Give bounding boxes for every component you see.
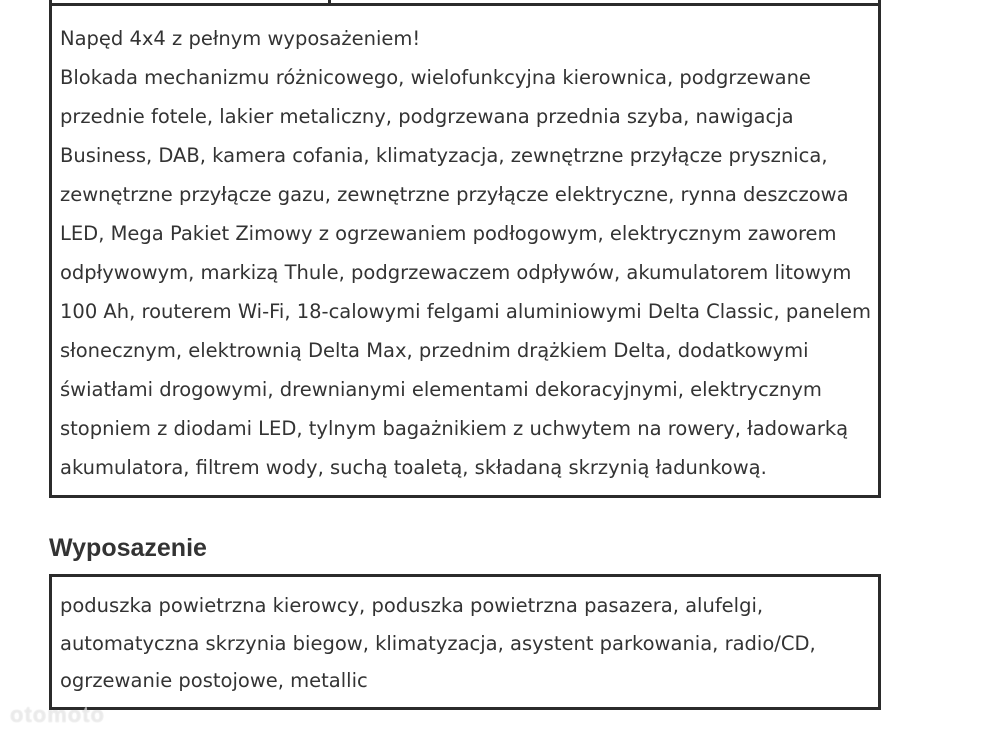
table-column-divider — [328, 0, 331, 6]
equipment-box — [49, 574, 881, 710]
equipment-list-text: poduszka powietrzna kierowcy, poduszka powietrzna pasazera, alufelgi, automatyczna skrzynia biegow, klimatyzacja, asystent parkowania, radio/CD, ogrzewanie postojowe, metallic — [60, 594, 816, 692]
description-box — [49, 0, 881, 498]
equipment-heading: Wyposazenie — [49, 534, 207, 562]
watermark-logo: otomoto — [10, 702, 105, 727]
description-body: Blokada mechanizmu różnicowego, wielofunkcyjna kierownica, podgrzewane przednie fotele, lakier metaliczny, podgrzewana przednia szyba, nawigacja Business, DAB, kamera cofania, klimatyzacja, zewnętrzne przyłącze prysznica, zewnętrzne przyłącze gazu, zewnętrzne przyłącze elektryczne, rynna deszczowa LED, Mega Pakiet Zimowy z ogrzewaniem podłogowym, elektrycznym zaworem odpływowym, markizą Thule, podgrzewaczem odpływów, akumulatorem litowym 100 Ah, routerem Wi-Fi, 18-calowymi felgami aluminiowymi Delta Classic, panelem słonecznym, elektrownią Delta Max, przednim drążkiem Delta, dodatkowymi światłami drogowymi, drewnianymi elementami dekoracyjnymi, elektrycznym stopniem z diodami LED, tylnym bagażnikiem z uchwytem na rowery, ładowarką akumulatora, filtrem wody, suchą toaletą, składaną skrzynią ładunkową. — [60, 66, 872, 479]
description-headline: Napęd 4x4 z pełnym wyposażeniem! — [60, 27, 421, 50]
table-top-divider — [52, 3, 878, 6]
description-text — [60, 19, 872, 487]
